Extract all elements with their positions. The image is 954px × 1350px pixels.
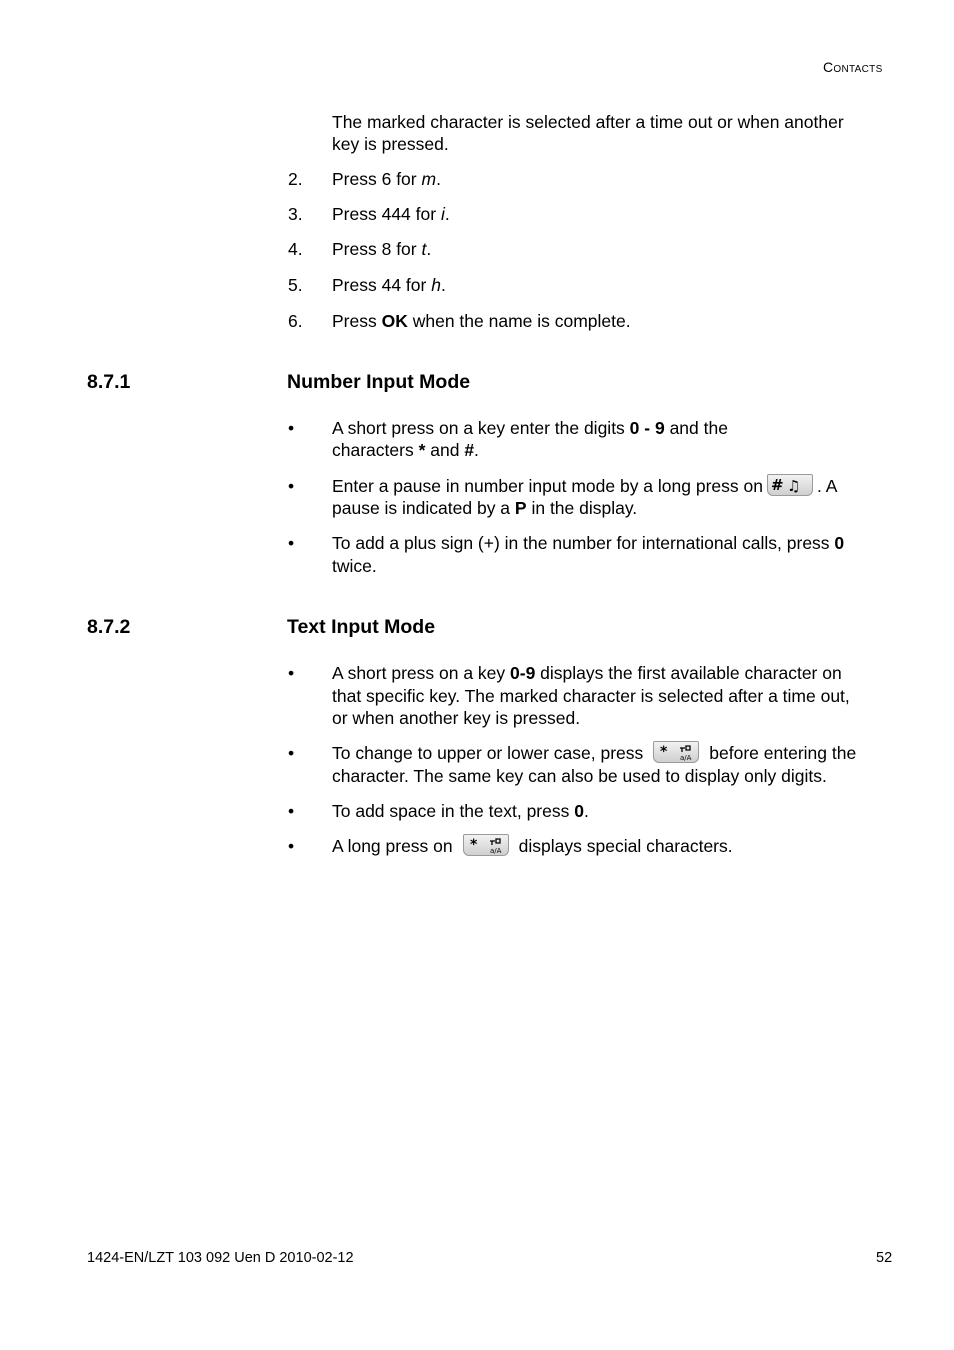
- step-text: [332, 238, 431, 260]
- bullet: •: [288, 836, 295, 856]
- hash-music-key-icon: [767, 474, 813, 496]
- section-number: 8.7.1: [87, 371, 131, 393]
- text-bold: 0-9: [510, 663, 536, 683]
- step-text-post: .: [426, 239, 432, 259]
- text-run: To add a plus sign (+) in the number for international calls, press: [332, 533, 835, 553]
- text-run: displays special characters.: [518, 836, 733, 856]
- text-run: displays the first available character on: [535, 663, 842, 683]
- text-run: pause is indicated by a: [332, 498, 515, 518]
- step-number: 6.: [288, 311, 303, 331]
- text-run: . A: [816, 476, 838, 496]
- svg-text:#: #: [770, 476, 784, 495]
- step-text-pre: Press 444 for: [332, 204, 441, 224]
- svg-text:♫: ♫: [786, 477, 801, 496]
- text-run: and the: [664, 418, 728, 438]
- step-key-letter: h: [431, 275, 441, 295]
- text-bold: 0 - 9: [629, 418, 665, 438]
- text-run: A long press on: [332, 836, 453, 856]
- bullet-text: [332, 497, 637, 519]
- page-number: 52: [876, 1250, 893, 1266]
- star-case-key-icon: [463, 834, 509, 856]
- document-id: 1424-EN/LZT 103 092 Uen D 2010-02-12: [87, 1250, 354, 1266]
- bullet: •: [288, 418, 295, 438]
- bullet-text: [332, 835, 733, 857]
- key-sub-label: a/A: [489, 847, 502, 856]
- running-header: Contacts: [823, 59, 883, 75]
- text-bold: *: [418, 440, 426, 460]
- text-run: A short press on a key enter the digits: [332, 418, 630, 438]
- bullet-text: or when another key is pressed.: [332, 708, 581, 728]
- text-run: To add space in the text, press: [332, 801, 575, 821]
- bullet-text: [332, 439, 479, 461]
- bullet-text: [332, 417, 728, 439]
- text-bold: 0: [574, 801, 584, 821]
- ok-key-label: OK: [381, 311, 408, 331]
- bullet: •: [288, 743, 295, 763]
- step-text-post: .: [444, 204, 450, 224]
- bullet-text: [332, 742, 856, 764]
- step-text: [332, 168, 441, 190]
- step-text-pre: Press: [332, 311, 382, 331]
- step-number: 5.: [288, 275, 303, 295]
- bullet-text: [332, 800, 589, 822]
- text-run: characters: [332, 440, 419, 460]
- step-text-pre: Press 44 for: [332, 275, 432, 295]
- bullet-text: [332, 662, 842, 684]
- star-case-key-icon: [653, 741, 699, 763]
- bullet: •: [288, 663, 295, 683]
- bullet: •: [288, 476, 295, 496]
- text-run: .: [583, 801, 589, 821]
- step-number: 2.: [288, 169, 303, 189]
- bullet: •: [288, 533, 295, 553]
- step-text-pre: Press 6 for: [332, 169, 422, 189]
- bullet-text: [332, 532, 844, 554]
- step-key-letter: m: [421, 169, 437, 189]
- text-bold: #: [464, 440, 475, 460]
- section-title: Text Input Mode: [287, 616, 436, 638]
- text-run: and: [425, 440, 465, 460]
- step-text-post: when the name is complete.: [407, 311, 631, 331]
- bullet-text: that specific key. The marked character is selected after a time out,: [332, 686, 850, 706]
- step-key-letter: t: [421, 239, 427, 259]
- text-run: A short press on a key: [332, 663, 511, 683]
- bullet: •: [288, 801, 295, 821]
- key-sub-label: a/A: [680, 754, 692, 763]
- bullet-text: twice.: [332, 556, 377, 576]
- text-run: .: [474, 440, 479, 460]
- text-run: To change to upper or lower case, press: [332, 743, 644, 763]
- step-number: 4.: [288, 239, 303, 259]
- intro-line-2: key is pressed.: [332, 134, 449, 154]
- step-text: [332, 310, 631, 332]
- step-text-pre: Press 8 for: [332, 239, 422, 259]
- svg-text:*: *: [469, 837, 477, 854]
- text-bold: 0: [834, 533, 845, 553]
- svg-text:*: *: [660, 744, 668, 761]
- step-key-letter: i: [440, 204, 445, 224]
- step-text: [332, 274, 446, 296]
- step-text-post: .: [436, 169, 441, 189]
- section-title: Number Input Mode: [287, 371, 471, 393]
- text-run: before entering the: [709, 743, 857, 763]
- bullet-text: character. The same key can also be used to display only digits.: [332, 766, 827, 786]
- step-text-post: .: [440, 275, 446, 295]
- text-bold: P: [514, 498, 527, 518]
- bullet-text: [332, 475, 837, 497]
- text-run: Enter a pause in number input mode by a long press on: [332, 476, 763, 496]
- section-number: 8.7.2: [87, 616, 131, 638]
- step-text: [332, 203, 450, 225]
- text-run: in the display.: [526, 498, 638, 518]
- intro-line-1: The marked character is selected after a time out or when another: [332, 112, 844, 132]
- step-number: 3.: [288, 204, 303, 224]
